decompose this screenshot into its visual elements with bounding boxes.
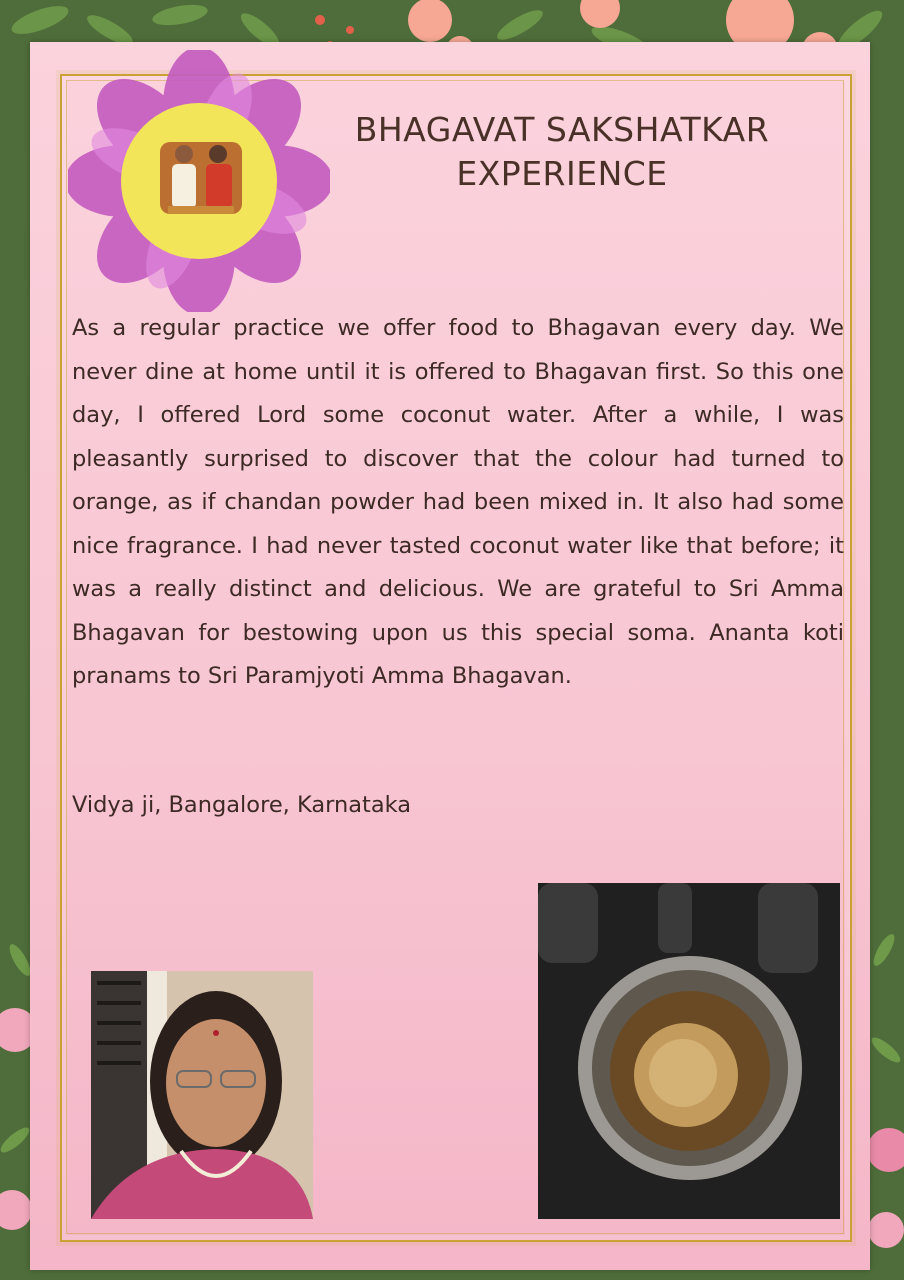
title-line-1: BHAGAVAT SAKSHATKAR	[354, 110, 770, 149]
coconut-water-photo	[538, 883, 840, 1219]
experience-text: As a regular practice we offer food to Bhagavan every day. We never dine at home until it is offered to Bhagavan first. So this one day, I offered Lord some coconut water. After a while, I was pleasantly surprised to discover that the colour had turned to orange, as if chandan powder had been mixed in. It also had some nice fragrance. I had never tasted coconut water like that before; it was a really distinct and delicious. We are grateful to Sri Amma Bhagavan for bestowing upon us this special soma. Ananta koti pranams to Sri Paramjyoti Amma Bhagavan.	[72, 315, 844, 689]
title-line-2: EXPERIENCE	[456, 154, 668, 193]
amma-bhagavan-logo	[68, 50, 330, 312]
portrait-photo	[91, 971, 313, 1219]
page-title	[302, 108, 822, 196]
experience-card	[30, 42, 870, 1270]
right-rose-decoration	[864, 930, 904, 1280]
author-signature: Vidya ji, Bangalore, Karnataka	[72, 792, 412, 818]
